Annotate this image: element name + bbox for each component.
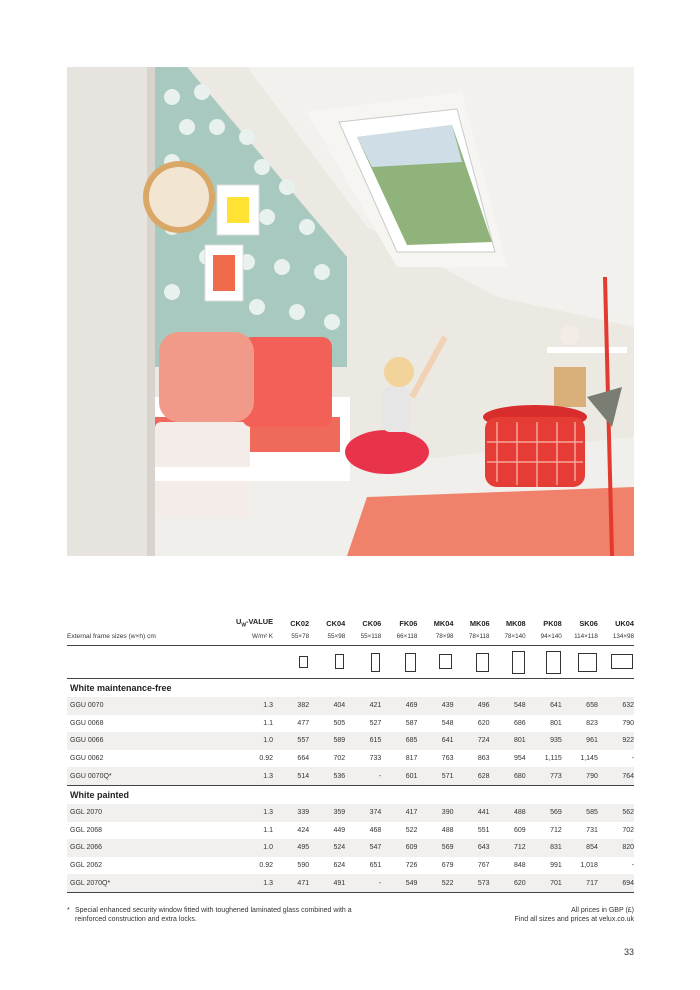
price-cell: 496: [453, 697, 489, 715]
page-number: 33: [623, 947, 634, 957]
col-size: 66×118: [381, 628, 417, 646]
price-cell: 801: [550, 719, 562, 727]
price-cell: 1,145: [580, 755, 598, 763]
price-cell: 991: [550, 862, 562, 870]
col-size: 55×118: [345, 628, 381, 646]
price-cell: 551: [477, 826, 490, 834]
price-cell: 549: [381, 874, 417, 892]
window-size-icon: [476, 653, 489, 672]
product-code: GGU 0070: [67, 697, 217, 715]
price-cell: 522: [417, 874, 453, 892]
price-cell: 1,115: [544, 755, 562, 763]
price-cell: 514: [273, 767, 309, 785]
price-cell: 685: [381, 732, 417, 750]
price-cell: 547: [345, 839, 381, 857]
price-cell: 359: [309, 804, 345, 822]
price-cell: 763: [441, 755, 454, 763]
price-cell: 848: [513, 862, 526, 870]
price-cell: 468: [369, 826, 382, 834]
price-cell: 404: [309, 697, 345, 715]
col-size: 94×140: [526, 628, 562, 646]
product-code: GGU 0070Q*: [67, 767, 217, 785]
window-size-icon: [512, 651, 525, 674]
price-cell: 701: [526, 874, 562, 892]
price-cell: 712: [550, 826, 562, 834]
price-cell: 863: [477, 755, 490, 763]
room-photo: [67, 67, 634, 556]
product-code: GGL 2066: [67, 839, 217, 857]
price-cell: 585: [562, 804, 598, 822]
uw-value: 1.0: [217, 839, 273, 857]
price-cell: 733: [369, 755, 382, 763]
price-cell: 641: [417, 732, 453, 750]
product-code: GGU 0068: [70, 719, 104, 727]
price-cell: 935: [526, 732, 562, 750]
window-size-icon: [611, 654, 633, 669]
price-cell: 790: [622, 719, 634, 727]
price-cell: 632: [598, 697, 634, 715]
price-cell: 382: [273, 697, 309, 715]
col-size: 55×78: [273, 628, 309, 646]
col-size: 78×140: [490, 628, 526, 646]
footnote-star: *: [67, 907, 70, 914]
uw-value: 0.92: [259, 862, 274, 870]
product-code: GGL 2070Q*: [67, 874, 217, 892]
window-size-icons-row: [67, 646, 634, 679]
price-cell: 548: [490, 697, 526, 715]
price-sections: [67, 679, 634, 893]
price-cell: 790: [562, 767, 598, 785]
price-cell: 469: [381, 697, 417, 715]
product-code: GGL 2062: [70, 862, 103, 870]
footnote: [67, 906, 357, 924]
price-cell: 820: [598, 839, 634, 857]
price-cell: 421: [345, 697, 381, 715]
col-code: PK08: [543, 619, 562, 628]
uw-unit: W/m² K: [217, 628, 273, 646]
price-cell: 562: [598, 804, 634, 822]
price-cell: 628: [453, 767, 489, 785]
price-cell: 488: [441, 826, 454, 834]
price-cell: 569: [417, 839, 453, 857]
price-cell: 712: [490, 839, 526, 857]
price-table: [67, 614, 634, 893]
price-cell: 609: [513, 826, 526, 834]
website-note: Find all sizes and prices at velux.co.uk: [514, 916, 634, 923]
price-cell: -: [631, 862, 634, 870]
section-header-row: [67, 785, 634, 804]
price-cell: 1,018: [580, 862, 598, 870]
header-sizes-row: [67, 628, 634, 646]
price-cell: 522: [405, 826, 418, 834]
window-size-icon: [439, 654, 452, 669]
frame-size-label: External frame sizes (w×h) cm: [67, 628, 217, 646]
price-cell: 731: [586, 826, 598, 834]
price-cell: 587: [405, 719, 418, 727]
table-row: [67, 715, 634, 733]
price-cell: -: [345, 767, 381, 785]
uw-value: 1.3: [217, 804, 273, 822]
price-cell: 664: [297, 755, 310, 763]
col-code: MK06: [469, 619, 490, 628]
price-cell: 764: [598, 767, 634, 785]
price-cell: 680: [490, 767, 526, 785]
uw-value: 1.3: [217, 874, 273, 892]
price-cell: 524: [309, 839, 345, 857]
price-cell: 773: [526, 767, 562, 785]
price-cell: 686: [513, 719, 526, 727]
price-cell: 339: [273, 804, 309, 822]
price-cell: 767: [477, 862, 490, 870]
price-cell: 702: [622, 826, 634, 834]
table-row: [67, 732, 634, 750]
uw-value: 1.3: [217, 697, 273, 715]
col-size: 55×98: [309, 628, 345, 646]
col-code: UK04: [615, 619, 634, 628]
price-cell: 658: [562, 697, 598, 715]
product-code: GGL 2070: [67, 804, 217, 822]
table-row: [67, 697, 634, 715]
table-row: [67, 839, 634, 857]
product-code: GGU 0062: [70, 755, 104, 763]
table-row: [67, 767, 634, 785]
price-cell: 641: [526, 697, 562, 715]
price-cell: 724: [453, 732, 489, 750]
price-cell: 471: [273, 874, 309, 892]
price-cell: 505: [333, 719, 346, 727]
price-cell: 424: [297, 826, 310, 834]
window-size-icon: [578, 653, 597, 672]
col-code: SK06: [579, 619, 598, 628]
price-cell: 651: [369, 862, 382, 870]
price-cell: 679: [441, 862, 454, 870]
price-cell: 439: [417, 697, 453, 715]
col-size: 114×118: [562, 628, 598, 646]
window-size-icon: [405, 653, 416, 672]
price-cell: 854: [562, 839, 598, 857]
price-cell: 488: [490, 804, 526, 822]
table-row: [67, 804, 634, 822]
col-code: FK06: [399, 619, 418, 628]
price-cell: 390: [417, 804, 453, 822]
price-cell: 601: [381, 767, 417, 785]
footnote-text: Special enhanced security window fitted with toughened laminated glass combined with a reinforced construction and extra locks.: [75, 907, 352, 923]
currency-note: All prices in GBP (£): [571, 907, 634, 914]
price-cell: 801: [490, 732, 526, 750]
col-size: 78×98: [417, 628, 453, 646]
table-row: [67, 822, 634, 840]
price-cell: 573: [453, 874, 489, 892]
price-cell: 615: [345, 732, 381, 750]
price-cell: 569: [526, 804, 562, 822]
window-size-icon: [335, 654, 344, 669]
price-cell: 417: [381, 804, 417, 822]
price-cell: 441: [453, 804, 489, 822]
price-cell: 374: [345, 804, 381, 822]
price-cell: -: [345, 874, 381, 892]
price-cell: 702: [333, 755, 346, 763]
window-size-icon: [299, 656, 308, 668]
uw-value: 1.1: [263, 719, 274, 727]
price-cell: -: [631, 755, 634, 763]
price-cell: 717: [562, 874, 598, 892]
window-size-icon: [371, 653, 380, 672]
price-cell: 954: [513, 755, 526, 763]
price-cell: 527: [369, 719, 382, 727]
room-illustration: [67, 67, 634, 556]
prices-note: [515, 906, 634, 924]
price-cell: 536: [309, 767, 345, 785]
price-cell: 491: [309, 874, 345, 892]
section-title: White maintenance-free: [70, 683, 172, 693]
price-cell: 449: [333, 826, 346, 834]
price-cell: 609: [381, 839, 417, 857]
col-code: MK08: [505, 619, 526, 628]
col-code: CK04: [326, 619, 346, 628]
price-cell: 643: [453, 839, 489, 857]
section-title: White painted: [70, 789, 129, 800]
col-code: CK02: [290, 619, 310, 628]
price-cell: 694: [598, 874, 634, 892]
table-row: [67, 750, 634, 768]
col-code: CK06: [362, 619, 382, 628]
price-cell: 624: [333, 862, 346, 870]
table-row: [67, 874, 634, 892]
header-codes-row: [67, 614, 634, 628]
section-header-row: [67, 679, 634, 698]
uw-value: 0.92: [259, 755, 274, 763]
price-cell: 589: [309, 732, 345, 750]
product-code: GGU 0066: [67, 732, 217, 750]
price-cell: 620: [490, 874, 526, 892]
table-row: [67, 857, 634, 875]
price-cell: 726: [405, 862, 418, 870]
price-cell: 961: [562, 732, 598, 750]
product-code: GGL 2068: [70, 826, 103, 834]
price-cell: 922: [598, 732, 634, 750]
price-cell: 571: [417, 767, 453, 785]
col-size: 78×118: [453, 628, 489, 646]
uw-value: 1.1: [263, 826, 274, 834]
price-cell: 557: [273, 732, 309, 750]
price-cell: 620: [477, 719, 490, 727]
uw-value: 1.0: [217, 732, 273, 750]
uw-header: $U_W$-VALUE: [235, 616, 274, 628]
col-code: MK04: [433, 619, 454, 628]
window-size-icon: [546, 651, 561, 674]
price-cell: 831: [526, 839, 562, 857]
price-cell: 548: [441, 719, 454, 727]
uw-value: 1.3: [217, 767, 273, 785]
col-size: 134×98: [598, 628, 634, 646]
price-cell: 817: [405, 755, 418, 763]
price-cell: 495: [273, 839, 309, 857]
price-cell: 477: [297, 719, 310, 727]
price-cell: 590: [297, 862, 310, 870]
price-cell: 823: [586, 719, 598, 727]
